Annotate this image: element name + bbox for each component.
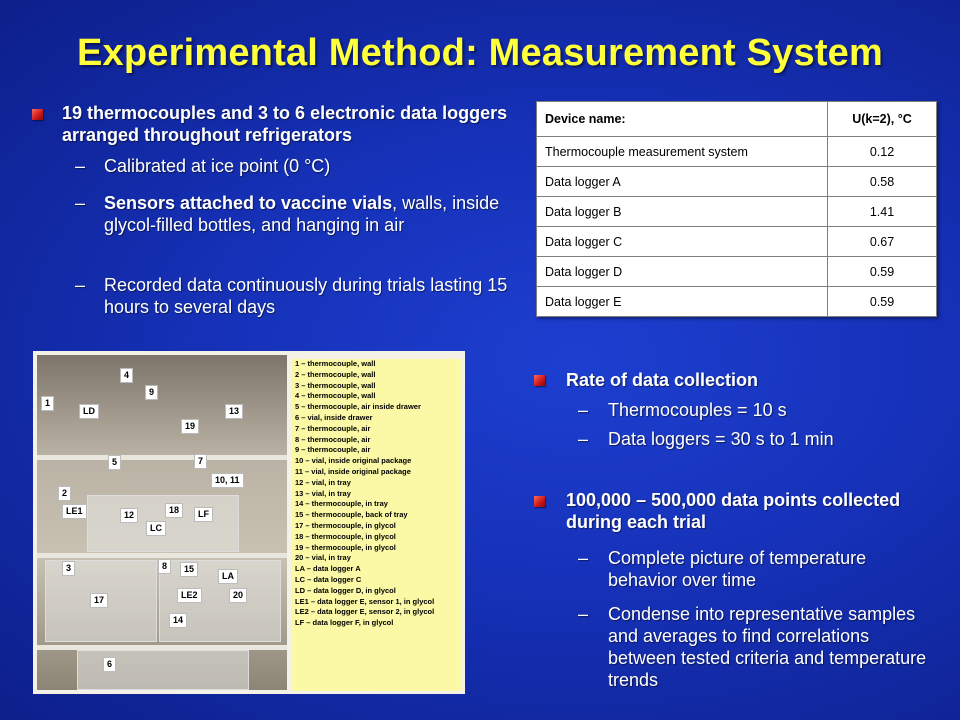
sub-thermocouple-rate: Thermocouples = 10 s	[608, 400, 787, 420]
sub-sensors	[104, 192, 519, 236]
photo-label: 12	[120, 508, 138, 523]
table-cell: 0.67	[828, 227, 937, 257]
bullet-rate: Rate of data collection	[566, 370, 759, 390]
photo-label: 18	[165, 503, 183, 518]
table-row	[537, 197, 937, 227]
table-cell: 0.59	[828, 287, 937, 317]
legend-item: 20 – vial, in tray	[295, 553, 351, 563]
legend-item: 7 – thermocouple, air	[295, 423, 371, 433]
uncertainty-table	[536, 101, 937, 317]
photo-label: LE2	[177, 588, 202, 603]
legend-item: 2 – thermocouple, wall	[295, 369, 376, 379]
photo-label: 6	[103, 657, 116, 672]
sub-recorded: Recorded data continuously during trials lasting 15 hours to several days	[104, 275, 508, 317]
legend-item: 18 – thermocouple, in glycol	[295, 531, 396, 541]
dash-marker: –	[75, 193, 86, 213]
table-row	[537, 167, 937, 197]
photo-label: 10, 11	[211, 473, 244, 488]
legend-item: 19 – thermocouple, in glycol	[295, 542, 396, 552]
dash-marker: –	[75, 156, 86, 176]
legend-item: 6 – vial, inside drawer	[295, 412, 373, 422]
legend-item: 5 – thermocouple, air inside drawer	[295, 402, 421, 412]
legend-item: LA – data logger A	[295, 564, 361, 574]
legend-item: 13 – vial, in tray	[295, 488, 351, 498]
photo-label: 9	[145, 385, 158, 400]
sub-complete-picture: Complete picture of temperature behavior over time	[608, 548, 867, 590]
legend-item: 14 – thermocouple, in tray	[295, 499, 388, 509]
photo-label: 14	[169, 613, 187, 628]
table-cell: 0.12	[828, 137, 937, 167]
photo-label: 19	[181, 419, 199, 434]
photo-label: 4	[120, 368, 133, 383]
photo-label: LD	[79, 404, 99, 419]
photo-label: 13	[225, 404, 243, 419]
sub-condense: Condense into representative samples and averages to find correlations between tested criteria and temperature trends	[608, 604, 927, 690]
dash-marker: –	[578, 604, 589, 624]
shelf	[37, 455, 287, 460]
legend-item: 3 – thermocouple, wall	[295, 380, 376, 390]
bullet-data-points: 100,000 – 500,000 data points collected during each trial	[566, 490, 901, 532]
photo-label: LA	[218, 569, 238, 584]
table-cell: 1.41	[828, 197, 937, 227]
table-cell: Data logger B	[537, 197, 828, 227]
sub-sensors-rest: , walls, inside glycol-filled bottles, and hanging in air	[104, 193, 500, 235]
bullet-thermocouples: 19 thermocouples and 3 to 6 electronic data loggers arranged throughout refrigerators	[62, 103, 508, 145]
legend-item: 15 – thermocouple, back of tray	[295, 510, 408, 520]
table-cell: Data logger E	[537, 287, 828, 317]
photo-label: 8	[158, 559, 171, 574]
legend-item: LC – data logger C	[295, 574, 362, 584]
legend-item: 9 – thermocouple, air	[295, 445, 371, 455]
photo-label: 2	[58, 486, 71, 501]
legend-item: 1 – thermocouple, wall	[295, 359, 376, 368]
photo-label: 3	[62, 561, 75, 576]
legend-item: 11 – vial, inside original package	[295, 466, 411, 476]
table-header-row	[537, 102, 937, 137]
table-header-cell: U(k=2), °C	[828, 102, 937, 137]
photo-label: 15	[180, 562, 198, 577]
legend-item: 12 – vial, in tray	[295, 477, 351, 487]
legend-item: LE2 – data logger E, sensor 2, in glycol	[295, 607, 435, 617]
photo-legend	[291, 359, 461, 691]
table-cell: 0.59	[828, 257, 937, 287]
sub-logger-rate: Data loggers = 30 s to 1 min	[608, 429, 834, 449]
shelf	[37, 553, 287, 558]
legend-item: 17 – thermocouple, in glycol	[295, 520, 396, 530]
bullet-marker	[32, 109, 43, 120]
legend-item: LE1 – data logger E, sensor 1, in glycol	[295, 596, 435, 606]
table-cell: Data logger C	[537, 227, 828, 257]
sub-sensors-bold: Sensors attached to vaccine vials	[104, 193, 393, 213]
photo-label: 20	[229, 588, 247, 603]
table-row	[537, 137, 937, 167]
dash-marker: –	[75, 275, 86, 295]
legend-item: 10 – vial, inside original package	[295, 456, 412, 466]
sub-calibrated: Calibrated at ice point (0 °C)	[104, 156, 331, 176]
bullet-marker	[534, 496, 545, 507]
table-cell: Data logger D	[537, 257, 828, 287]
table-cell: 0.58	[828, 167, 937, 197]
refrigerator-photo	[33, 351, 465, 694]
dash-marker: –	[578, 400, 589, 420]
table-header-cell: Device name:	[537, 102, 828, 137]
table-row	[537, 227, 937, 257]
legend-item: LD – data logger D, in glycol	[295, 585, 396, 595]
legend-item: 4 – thermocouple, wall	[295, 391, 376, 401]
table-row	[537, 257, 937, 287]
table-cell: Thermocouple measurement system	[537, 137, 828, 167]
legend-item: LF – data logger F, in glycol	[295, 618, 394, 628]
dash-marker: –	[578, 429, 589, 449]
photo-label: 17	[90, 593, 108, 608]
photo-label: 5	[108, 455, 121, 470]
photo-label: 7	[194, 454, 207, 469]
slide-title: Experimental Method: Measurement System	[76, 32, 884, 74]
photo-label: 1	[41, 396, 54, 411]
bullet-marker	[534, 375, 545, 386]
table-cell: Data logger A	[537, 167, 828, 197]
dash-marker: –	[578, 548, 589, 568]
table-row	[537, 287, 937, 317]
photo-label: LC	[146, 521, 166, 536]
legend-item: 8 – thermocouple, air	[295, 434, 371, 444]
photo-label: LF	[194, 507, 213, 522]
photo-label: LE1	[62, 504, 87, 519]
